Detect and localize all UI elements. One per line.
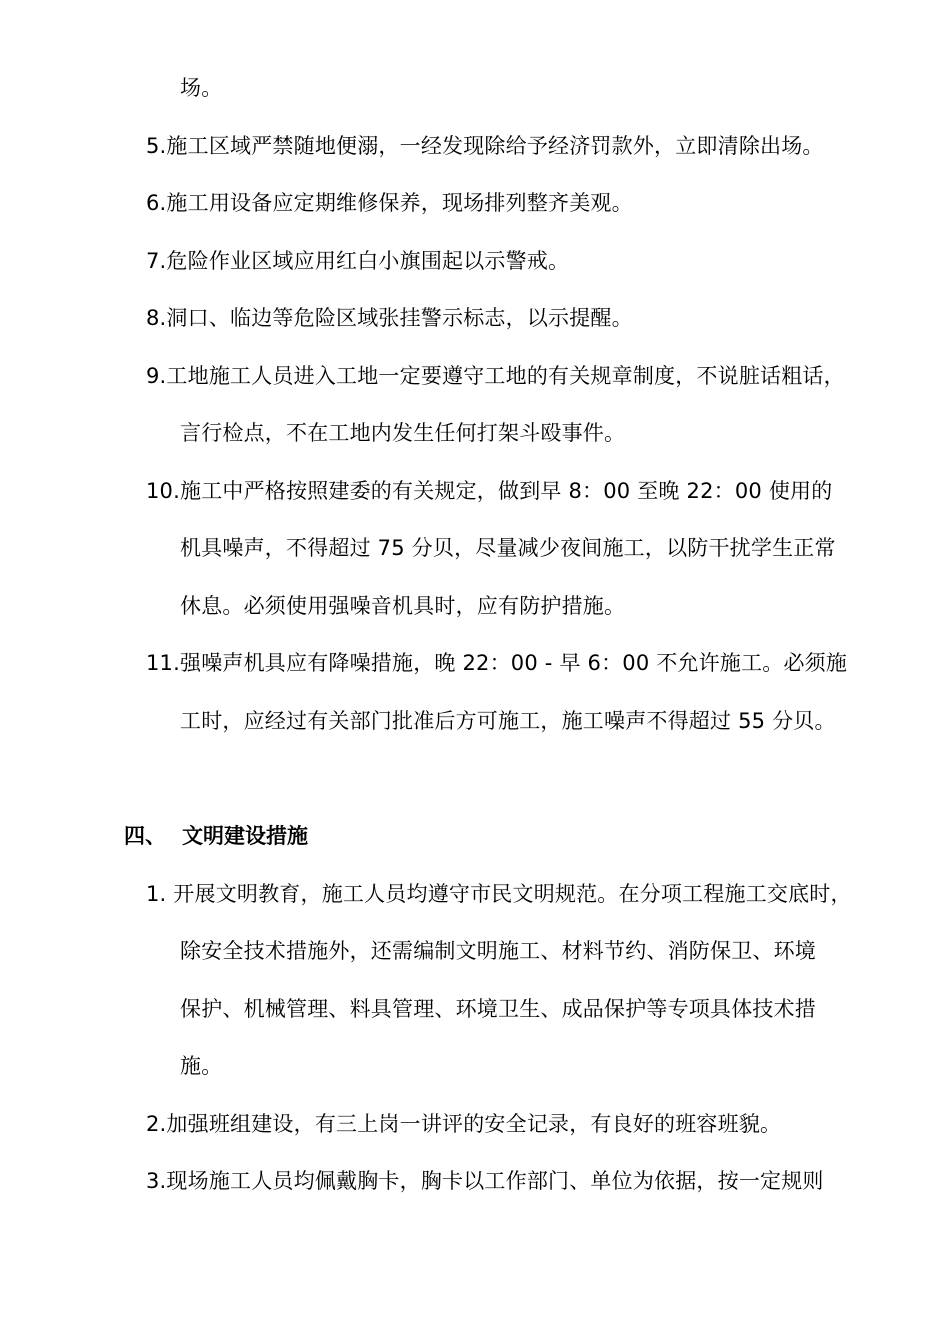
list-item-2: 2.加强班组建设，有三上岗一讲评的安全记录，有良好的班容班貌。	[146, 1112, 782, 1136]
list-item-8: 8.洞口、临边等危险区域张挂警示标志，以示提醒。	[146, 306, 633, 330]
item4-tail: 场。	[180, 76, 223, 100]
list-item-9-line2: 言行检点，不在工地内发生任何打架斗殴事件。	[180, 421, 626, 445]
list-item-11-line1: 11.强噪声机具应有降噪措施，晚 22：00 - 早 6：00 不允许施工。必须施	[146, 651, 848, 675]
list-item-1-line3: 保护、机械管理、料具管理、环境卫生、成品保护等专项具体技术措	[180, 997, 816, 1021]
list-item-3-line1: 3.现场施工人员均佩戴胸卡，胸卡以工作部门、单位为依据，按一定规则	[146, 1169, 824, 1193]
list-item-7: 7.危险作业区域应用红白小旗围起以示警戒。	[146, 249, 570, 273]
list-item-5: 5.施工区域严禁随地便溺，一经发现除给予经济罚款外，立即清除出场。	[146, 134, 824, 158]
list-item-1-line4: 施。	[180, 1054, 223, 1078]
list-item-10-line2: 机具噪声，不得超过 75 分贝，尽量减少夜间施工，以防干扰学生正常	[180, 536, 836, 560]
list-item-6: 6.施工用设备应定期维修保养，现场排列整齐美观。	[146, 191, 633, 215]
section-heading	[124, 822, 308, 850]
section-number: 四、	[124, 824, 166, 848]
list-item-10-line3: 休息。必须使用强噪音机具时，应有防护措施。	[180, 594, 626, 618]
list-item-1-line1: 1. 开展文明教育，施工人员均遵守市民文明规范。在分项工程施工交底时，	[146, 882, 852, 906]
list-item-9-line1: 9.工地施工人员进入工地一定要遵守工地的有关规章制度，不说脏话粗话，	[146, 364, 845, 388]
section-title: 文明建设措施	[182, 824, 308, 848]
list-item-10-line1: 10.施工中严格按照建委的有关规定，做到早 8：00 至晚 22：00 使用的	[146, 479, 833, 503]
list-item-11-line2: 工时，应经过有关部门批准后方可施工，施工噪声不得超过 55 分贝。	[180, 709, 836, 733]
list-item-1-line2: 除安全技术措施外，还需编制文明施工、材料节约、消防保卫、环境	[180, 939, 816, 963]
